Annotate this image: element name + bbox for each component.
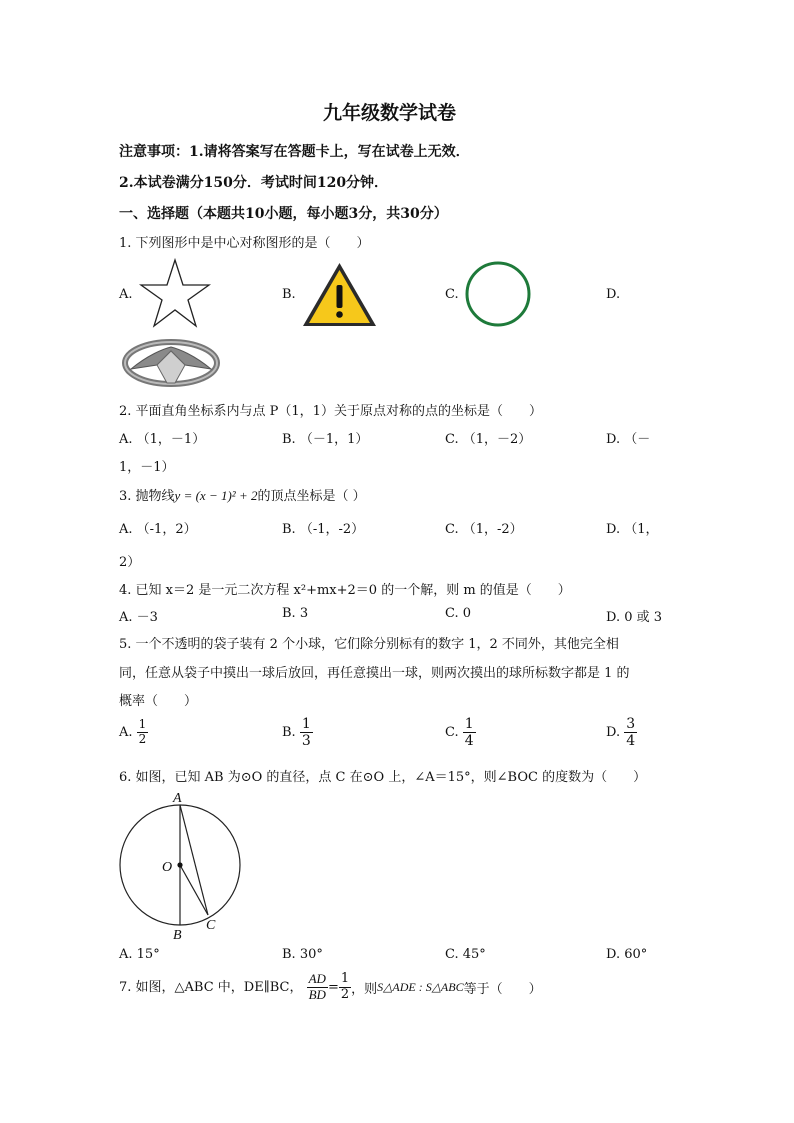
- q3-option-d: D. （1，: [606, 522, 659, 537]
- q1-stem: 1. 下列图形中是中心对称图形的是（ ）: [119, 236, 370, 251]
- q1-option-d-label: D.: [606, 287, 621, 302]
- chord-ac: [180, 805, 208, 915]
- q5-option-b-label: B.: [282, 725, 296, 741]
- q5-option-b: [282, 716, 313, 749]
- q1-option-b-label: B.: [282, 287, 296, 302]
- q6-stem: 6. 如图，已知 AB 为⊙O 的直径，点 C 在⊙O 上，∠A＝15°，则∠BOC 的度数为（ ）: [119, 770, 647, 785]
- q5-a-numerator: 1: [138, 717, 147, 731]
- label-a: A: [173, 791, 182, 806]
- q4-option-b: B. 3: [282, 606, 309, 621]
- q4-option-a: A. －3: [119, 610, 158, 625]
- q1-option-a-label: A.: [119, 287, 133, 302]
- label-o: O: [162, 860, 173, 875]
- q5-d-numerator: 3: [626, 716, 636, 732]
- q3-option-c: C. （1，-2）: [445, 522, 523, 537]
- q7-stem-prefix: 7. 如图，△ABC 中，DE∥BC，: [119, 979, 303, 995]
- q3-stem-suffix: 的顶点坐标是（ ）: [257, 489, 366, 504]
- warning-triangle-icon: [301, 261, 378, 328]
- q2-option-d-continued: 1，－1）: [119, 460, 175, 475]
- q3-stem-prefix: 3. 抛物线: [119, 489, 175, 504]
- q7-stem-mid: ，则: [351, 981, 378, 997]
- section-heading: 一、选择题（本题共10小题，每小题3分，共30分）: [119, 206, 448, 222]
- q2-option-b: B. （－1，1）: [282, 432, 369, 447]
- q3-option-d-continued: 2）: [119, 555, 141, 570]
- q5-option-b-fraction: [300, 716, 313, 749]
- q7-denominator: BD: [308, 986, 326, 1002]
- q5-d-denominator: 4: [626, 733, 636, 750]
- q7-stem: [119, 972, 542, 1003]
- q2-stem: 2. 平面直角坐标系内与点 P（1，1）关于原点对称的点的坐标是（ ）: [119, 404, 542, 419]
- q6-option-c: C. 45°: [445, 947, 486, 962]
- q7-rhs-numerator: 1: [340, 971, 350, 986]
- q3-option-a: A. （-1，2）: [119, 522, 197, 537]
- q5-b-numerator: 1: [301, 716, 311, 732]
- q4-option-d: D. 0 或 3: [606, 610, 663, 625]
- notes-line-1: 注意事项：1.请将答案写在答题卡上，写在试卷上无效．: [119, 144, 470, 160]
- q4-stem: 4. 已知 x＝2 是一元二次方程 x²+mx+2＝0 的一个解，则 m 的值是（ ）: [119, 583, 571, 598]
- q7-fraction-one-half: [339, 972, 351, 1003]
- q5-line-2: 同，任意从袋子中摸出一球后放回，再任意摸出一球，则两次摸出的球所标数字都是 1 的: [119, 666, 630, 681]
- q3-stem: [119, 485, 366, 504]
- q5-line-3: 概率（ ）: [119, 694, 198, 709]
- q5-a-denominator: 2: [138, 731, 147, 746]
- q7-area-ratio: S△ADE : S△ABC: [377, 979, 464, 994]
- q5-c-denominator: 4: [464, 733, 474, 750]
- notes-line-2: 2.本试卷满分150分．考试时间120分钟．: [119, 175, 389, 191]
- q1-option-c-label: C.: [445, 287, 459, 302]
- page-title: 九年级数学试卷: [323, 102, 457, 124]
- q6-option-b: B. 30°: [282, 947, 323, 962]
- q5-line-1: 5. 一个不透明的袋子装有 2 个小球，它们除分别标有的数字 1，2 不同外，其他完全相: [119, 637, 619, 652]
- q5-b-denominator: 3: [301, 733, 311, 750]
- infiniti-logo-icon: [123, 339, 219, 387]
- q5-c-numerator: 1: [464, 716, 474, 732]
- q5-option-d: [606, 716, 637, 749]
- q6-option-d: D. 60°: [606, 947, 648, 962]
- q7-numerator: AD: [308, 971, 326, 986]
- q5-option-d-label: D.: [606, 725, 621, 741]
- q6-circle-diagram: [112, 788, 252, 948]
- q3-formula: y = (x − 1)² + 2: [174, 488, 258, 503]
- q2-option-a: A. （1，－1）: [119, 432, 206, 447]
- q7-fraction-ad-bd: [307, 972, 328, 1003]
- q5-option-a: [119, 718, 148, 747]
- q5-option-c: [445, 716, 476, 749]
- green-circle-icon: [465, 261, 531, 327]
- q3-option-b: B. （-1，-2）: [282, 522, 365, 537]
- star-outline-icon: [139, 258, 211, 330]
- q5-option-a-fraction: [137, 718, 149, 747]
- label-b: B: [173, 928, 182, 943]
- q7-equals: =: [327, 979, 339, 995]
- q5-option-d-fraction: [624, 716, 637, 749]
- q6-option-a: A. 15°: [119, 947, 160, 962]
- q7-rhs-denominator: 2: [340, 986, 350, 1002]
- q4-option-c: C. 0: [445, 606, 472, 621]
- center-point: [177, 862, 182, 867]
- q2-option-d: D. （－: [606, 432, 651, 447]
- q5-option-c-label: C.: [445, 725, 459, 741]
- q5-option-c-fraction: [463, 716, 476, 749]
- q2-option-c: C. （1，－2）: [445, 432, 532, 447]
- q5-option-a-label: A.: [119, 724, 133, 740]
- label-c: C: [206, 918, 216, 933]
- radius-oc: [180, 865, 208, 915]
- q7-stem-suffix: 等于（ ）: [463, 981, 542, 997]
